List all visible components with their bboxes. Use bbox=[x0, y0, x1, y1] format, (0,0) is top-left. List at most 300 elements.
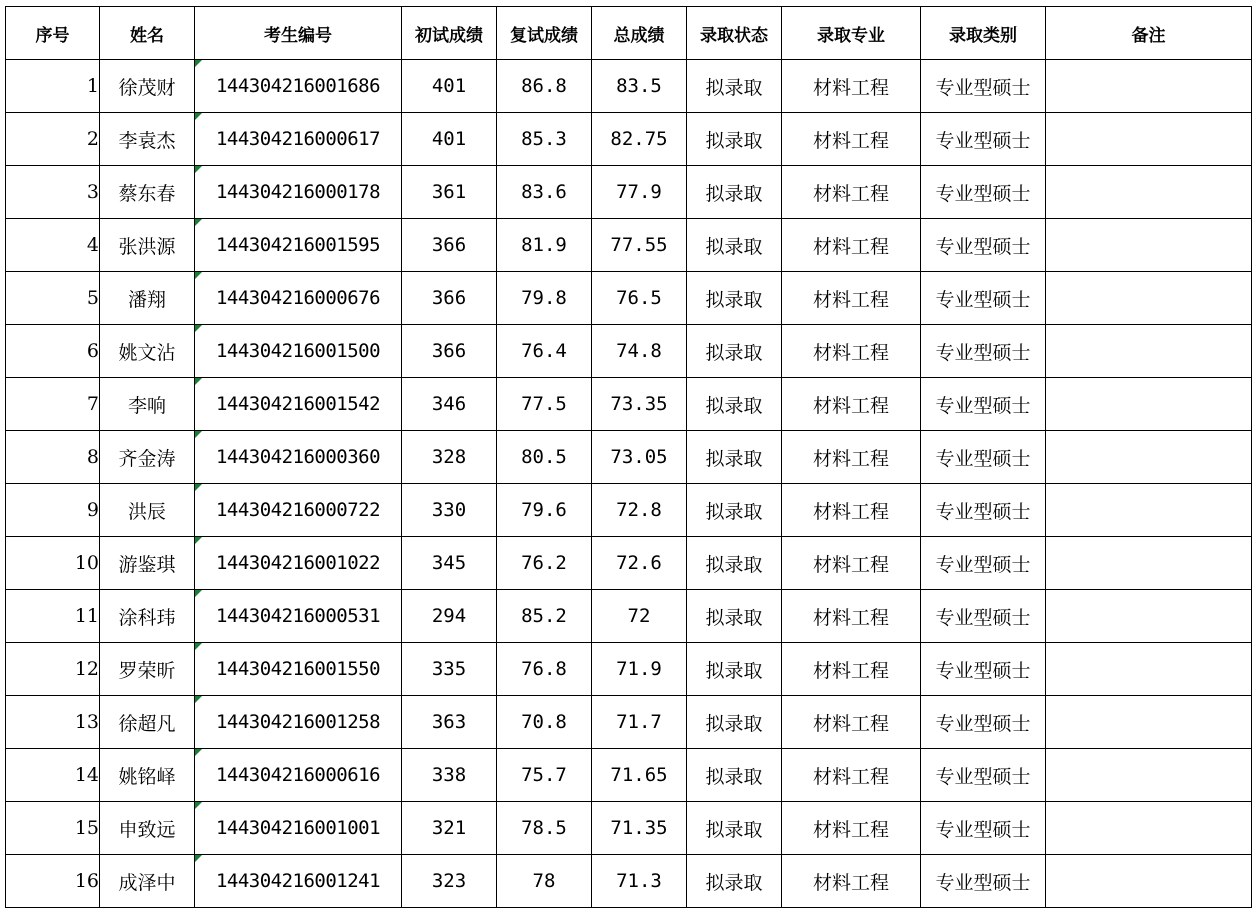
cell-total-score[interactable] bbox=[592, 590, 687, 643]
header-seq[interactable]: 序号 bbox=[6, 7, 100, 60]
header-row bbox=[6, 7, 1252, 60]
cell-category[interactable] bbox=[921, 272, 1046, 325]
cell-initial-score[interactable] bbox=[402, 484, 497, 537]
cell-status[interactable] bbox=[687, 113, 782, 166]
cell-major-value: 材料工程 bbox=[812, 818, 889, 841]
cell-name-value: 姚铭峄 bbox=[118, 765, 176, 788]
number-as-text-indicator-icon bbox=[195, 431, 202, 438]
cell-name[interactable] bbox=[100, 325, 195, 378]
cell-id[interactable] bbox=[195, 749, 402, 802]
cell-seq[interactable] bbox=[6, 590, 100, 643]
cell-initial-score[interactable] bbox=[402, 219, 497, 272]
number-as-text-indicator-icon bbox=[195, 590, 202, 597]
cell-id-value: 144304216001022 bbox=[215, 552, 381, 574]
number-as-text-indicator-icon bbox=[195, 113, 202, 120]
cell-note[interactable] bbox=[1046, 749, 1252, 802]
cell-id[interactable] bbox=[195, 166, 402, 219]
cell-initial-score[interactable] bbox=[402, 166, 497, 219]
cell-name[interactable] bbox=[100, 802, 195, 855]
header-id[interactable]: 考生编号 bbox=[195, 7, 402, 60]
cell-id[interactable] bbox=[195, 431, 402, 484]
cell-name-value: 徐超凡 bbox=[118, 712, 176, 735]
cell-major[interactable] bbox=[782, 643, 921, 696]
cell-initial-score[interactable] bbox=[402, 802, 497, 855]
cell-status-value: 拟录取 bbox=[705, 712, 763, 735]
cell-id[interactable] bbox=[195, 855, 402, 908]
cell-status-value: 拟录取 bbox=[705, 871, 763, 894]
cell-status-value: 拟录取 bbox=[705, 500, 763, 523]
cell-seq-value: 8 bbox=[86, 446, 99, 468]
cell-id-value: 144304216000722 bbox=[215, 499, 381, 521]
cell-total-score[interactable] bbox=[592, 643, 687, 696]
cell-total-score-value: 71.3 bbox=[616, 870, 662, 892]
cell-status-value: 拟录取 bbox=[705, 182, 763, 205]
cell-id-value: 144304216001686 bbox=[215, 75, 381, 97]
cell-initial-score[interactable] bbox=[402, 537, 497, 590]
cell-status[interactable] bbox=[687, 749, 782, 802]
cell-name[interactable] bbox=[100, 219, 195, 272]
cell-name-value: 姚文沾 bbox=[118, 341, 176, 364]
number-as-text-indicator-icon bbox=[195, 484, 202, 491]
cell-seq-value: 7 bbox=[86, 393, 99, 415]
cell-total-score-value: 73.05 bbox=[610, 446, 668, 468]
cell-initial-score[interactable] bbox=[402, 60, 497, 113]
cell-major-value: 材料工程 bbox=[812, 341, 889, 364]
cell-note[interactable] bbox=[1046, 325, 1252, 378]
cell-status-value: 拟录取 bbox=[705, 129, 763, 152]
number-as-text-indicator-icon bbox=[195, 802, 202, 809]
cell-initial-score-value: 366 bbox=[431, 234, 467, 256]
cell-total-score[interactable] bbox=[592, 166, 687, 219]
cell-major[interactable] bbox=[782, 590, 921, 643]
cell-status[interactable] bbox=[687, 431, 782, 484]
cell-status-value: 拟录取 bbox=[705, 447, 763, 470]
cell-initial-score[interactable] bbox=[402, 113, 497, 166]
cell-category-value: 专业型硕士 bbox=[935, 765, 1031, 788]
cell-id[interactable] bbox=[195, 60, 402, 113]
cell-id-value: 144304216000616 bbox=[215, 764, 381, 786]
cell-note[interactable] bbox=[1046, 431, 1252, 484]
cell-status[interactable] bbox=[687, 484, 782, 537]
cell-initial-score-value: 330 bbox=[431, 499, 467, 521]
cell-major[interactable] bbox=[782, 272, 921, 325]
cell-seq[interactable] bbox=[6, 484, 100, 537]
cell-name-value: 蔡东春 bbox=[118, 182, 176, 205]
cell-retest-score[interactable] bbox=[497, 431, 592, 484]
cell-initial-score-value: 366 bbox=[431, 287, 467, 309]
cell-retest-score-value: 79.8 bbox=[521, 287, 567, 309]
cell-initial-score[interactable] bbox=[402, 855, 497, 908]
header-status[interactable]: 录取状态 bbox=[687, 7, 782, 60]
table-row bbox=[6, 431, 1252, 484]
cell-name[interactable] bbox=[100, 749, 195, 802]
header-note[interactable]: 备注 bbox=[1046, 7, 1252, 60]
cell-initial-score[interactable] bbox=[402, 643, 497, 696]
cell-seq[interactable] bbox=[6, 643, 100, 696]
number-as-text-indicator-icon bbox=[195, 166, 202, 173]
cell-initial-score-value: 361 bbox=[431, 181, 467, 203]
table-row bbox=[6, 590, 1252, 643]
cell-retest-score-value: 86.8 bbox=[521, 75, 567, 97]
cell-seq-value: 15 bbox=[74, 817, 99, 839]
cell-category[interactable] bbox=[921, 749, 1046, 802]
number-as-text-indicator-icon bbox=[195, 855, 202, 862]
cell-name[interactable] bbox=[100, 60, 195, 113]
cell-initial-score[interactable] bbox=[402, 749, 497, 802]
cell-note[interactable] bbox=[1046, 378, 1252, 431]
cell-seq[interactable] bbox=[6, 166, 100, 219]
cell-retest-score[interactable] bbox=[497, 855, 592, 908]
cell-name[interactable] bbox=[100, 378, 195, 431]
cell-seq[interactable] bbox=[6, 219, 100, 272]
cell-major-value: 材料工程 bbox=[812, 447, 889, 470]
cell-initial-score-value: 401 bbox=[431, 128, 467, 150]
cell-id[interactable] bbox=[195, 484, 402, 537]
cell-total-score[interactable] bbox=[592, 219, 687, 272]
cell-id-value: 144304216001241 bbox=[215, 870, 381, 892]
table-row bbox=[6, 537, 1252, 590]
cell-seq-value: 13 bbox=[74, 711, 99, 733]
cell-category[interactable] bbox=[921, 325, 1046, 378]
number-as-text-indicator-icon bbox=[195, 749, 202, 756]
cell-total-score[interactable] bbox=[592, 749, 687, 802]
header-category[interactable]: 录取类别 bbox=[921, 7, 1046, 60]
cell-major-value: 材料工程 bbox=[812, 182, 889, 205]
cell-retest-score[interactable] bbox=[497, 219, 592, 272]
cell-retest-score-value: 70.8 bbox=[521, 711, 567, 733]
cell-status[interactable] bbox=[687, 219, 782, 272]
cell-category[interactable] bbox=[921, 590, 1046, 643]
number-as-text-indicator-icon bbox=[195, 378, 202, 385]
cell-category[interactable] bbox=[921, 484, 1046, 537]
cell-note[interactable] bbox=[1046, 537, 1252, 590]
cell-retest-score[interactable] bbox=[497, 325, 592, 378]
cell-total-score[interactable] bbox=[592, 855, 687, 908]
cell-id-value: 144304216001258 bbox=[215, 711, 381, 733]
cell-status[interactable] bbox=[687, 60, 782, 113]
cell-category[interactable] bbox=[921, 60, 1046, 113]
cell-seq[interactable] bbox=[6, 537, 100, 590]
cell-status[interactable] bbox=[687, 272, 782, 325]
cell-seq[interactable] bbox=[6, 431, 100, 484]
cell-major[interactable] bbox=[782, 855, 921, 908]
cell-seq[interactable] bbox=[6, 113, 100, 166]
number-as-text-indicator-icon bbox=[195, 272, 202, 279]
cell-category[interactable] bbox=[921, 855, 1046, 908]
cell-name-value: 游鉴琪 bbox=[118, 553, 176, 576]
cell-name[interactable] bbox=[100, 537, 195, 590]
cell-seq[interactable] bbox=[6, 378, 100, 431]
cell-id[interactable] bbox=[195, 272, 402, 325]
cell-id[interactable] bbox=[195, 643, 402, 696]
cell-retest-score[interactable] bbox=[497, 272, 592, 325]
cell-initial-score[interactable] bbox=[402, 272, 497, 325]
cell-category-value: 专业型硕士 bbox=[935, 288, 1031, 311]
cell-category[interactable] bbox=[921, 696, 1046, 749]
cell-status[interactable] bbox=[687, 696, 782, 749]
cell-category[interactable] bbox=[921, 643, 1046, 696]
cell-status[interactable] bbox=[687, 166, 782, 219]
table-row bbox=[6, 855, 1252, 908]
cell-total-score-value: 83.5 bbox=[616, 75, 662, 97]
cell-note[interactable] bbox=[1046, 113, 1252, 166]
cell-retest-score-value: 75.7 bbox=[521, 764, 567, 786]
cell-name-value: 洪辰 bbox=[127, 500, 166, 523]
cell-major[interactable] bbox=[782, 378, 921, 431]
cell-retest-score-value: 76.4 bbox=[521, 340, 567, 362]
table-row bbox=[6, 378, 1252, 431]
number-as-text-indicator-icon bbox=[195, 60, 202, 67]
cell-category-value: 专业型硕士 bbox=[935, 341, 1031, 364]
cell-note[interactable] bbox=[1046, 60, 1252, 113]
cell-status-value: 拟录取 bbox=[705, 765, 763, 788]
number-as-text-indicator-icon bbox=[195, 537, 202, 544]
cell-major[interactable] bbox=[782, 325, 921, 378]
cell-name[interactable] bbox=[100, 696, 195, 749]
cell-major[interactable] bbox=[782, 537, 921, 590]
cell-major[interactable] bbox=[782, 484, 921, 537]
cell-major[interactable] bbox=[782, 60, 921, 113]
cell-note[interactable] bbox=[1046, 272, 1252, 325]
cell-status-value: 拟录取 bbox=[705, 288, 763, 311]
cell-status-value: 拟录取 bbox=[705, 341, 763, 364]
cell-name[interactable] bbox=[100, 431, 195, 484]
cell-category[interactable] bbox=[921, 431, 1046, 484]
cell-category[interactable] bbox=[921, 378, 1046, 431]
cell-initial-score-value: 328 bbox=[431, 446, 467, 468]
cell-seq[interactable] bbox=[6, 802, 100, 855]
cell-major[interactable] bbox=[782, 431, 921, 484]
cell-retest-score[interactable] bbox=[497, 166, 592, 219]
cell-retest-score-value: 78 bbox=[532, 870, 556, 892]
cell-seq-value: 2 bbox=[86, 128, 99, 150]
cell-initial-score-value: 335 bbox=[431, 658, 467, 680]
cell-retest-score-value: 80.5 bbox=[521, 446, 567, 468]
cell-status-value: 拟录取 bbox=[705, 76, 763, 99]
cell-major[interactable] bbox=[782, 749, 921, 802]
cell-status[interactable] bbox=[687, 643, 782, 696]
cell-major[interactable] bbox=[782, 696, 921, 749]
table-row bbox=[6, 60, 1252, 113]
cell-id-value: 144304216001550 bbox=[215, 658, 381, 680]
table-row bbox=[6, 749, 1252, 802]
cell-status-value: 拟录取 bbox=[705, 394, 763, 417]
cell-seq-value: 1 bbox=[86, 75, 99, 97]
cell-name[interactable] bbox=[100, 166, 195, 219]
cell-retest-score-value: 77.5 bbox=[521, 393, 567, 415]
cell-retest-score-value: 83.6 bbox=[521, 181, 567, 203]
cell-category-value: 专业型硕士 bbox=[935, 871, 1031, 894]
cell-name-value: 罗荣昕 bbox=[118, 659, 176, 682]
admission-table bbox=[5, 6, 1252, 908]
cell-total-score-value: 72.8 bbox=[616, 499, 662, 521]
cell-status[interactable] bbox=[687, 855, 782, 908]
cell-total-score[interactable] bbox=[592, 272, 687, 325]
cell-major-value: 材料工程 bbox=[812, 76, 889, 99]
cell-note[interactable] bbox=[1046, 855, 1252, 908]
cell-total-score-value: 76.5 bbox=[616, 287, 662, 309]
cell-major-value: 材料工程 bbox=[812, 659, 889, 682]
cell-name-value: 张洪源 bbox=[118, 235, 176, 258]
cell-seq-value: 16 bbox=[74, 870, 99, 892]
cell-initial-score-value: 346 bbox=[431, 393, 467, 415]
cell-seq[interactable] bbox=[6, 855, 100, 908]
header-name[interactable]: 姓名 bbox=[100, 7, 195, 60]
cell-retest-score[interactable] bbox=[497, 378, 592, 431]
cell-seq-value: 12 bbox=[74, 658, 99, 680]
cell-name[interactable] bbox=[100, 272, 195, 325]
cell-total-score-value: 77.9 bbox=[616, 181, 662, 203]
cell-total-score[interactable] bbox=[592, 537, 687, 590]
cell-total-score[interactable] bbox=[592, 484, 687, 537]
cell-initial-score-value: 323 bbox=[431, 870, 467, 892]
cell-note[interactable] bbox=[1046, 219, 1252, 272]
cell-category-value: 专业型硕士 bbox=[935, 659, 1031, 682]
cell-category-value: 专业型硕士 bbox=[935, 182, 1031, 205]
cell-retest-score-value: 81.9 bbox=[521, 234, 567, 256]
cell-name-value: 李响 bbox=[127, 394, 166, 417]
header-retest-score[interactable]: 复试成绩 bbox=[497, 7, 592, 60]
cell-retest-score[interactable] bbox=[497, 484, 592, 537]
cell-seq[interactable] bbox=[6, 60, 100, 113]
cell-total-score-value: 71.35 bbox=[610, 817, 668, 839]
cell-category[interactable] bbox=[921, 219, 1046, 272]
cell-status[interactable] bbox=[687, 378, 782, 431]
cell-status[interactable] bbox=[687, 802, 782, 855]
cell-major-value: 材料工程 bbox=[812, 500, 889, 523]
cell-note[interactable] bbox=[1046, 166, 1252, 219]
cell-major[interactable] bbox=[782, 802, 921, 855]
cell-retest-score[interactable] bbox=[497, 749, 592, 802]
cell-total-score[interactable] bbox=[592, 431, 687, 484]
cell-status[interactable] bbox=[687, 590, 782, 643]
cell-seq-value: 14 bbox=[74, 764, 99, 786]
cell-retest-score[interactable] bbox=[497, 537, 592, 590]
cell-status-value: 拟录取 bbox=[705, 235, 763, 258]
cell-initial-score[interactable] bbox=[402, 378, 497, 431]
cell-status-value: 拟录取 bbox=[705, 553, 763, 576]
cell-retest-score[interactable] bbox=[497, 590, 592, 643]
cell-status[interactable] bbox=[687, 537, 782, 590]
cell-total-score-value: 71.9 bbox=[616, 658, 662, 680]
cell-total-score[interactable] bbox=[592, 378, 687, 431]
cell-initial-score-value: 345 bbox=[431, 552, 467, 574]
cell-retest-score[interactable] bbox=[497, 696, 592, 749]
table-row bbox=[6, 272, 1252, 325]
cell-total-score[interactable] bbox=[592, 802, 687, 855]
cell-initial-score-value: 338 bbox=[431, 764, 467, 786]
cell-initial-score[interactable] bbox=[402, 696, 497, 749]
cell-total-score-value: 73.35 bbox=[610, 393, 668, 415]
cell-id-value: 144304216000178 bbox=[215, 181, 381, 203]
cell-name-value: 申致远 bbox=[118, 818, 176, 841]
cell-initial-score-value: 401 bbox=[431, 75, 467, 97]
cell-id-value: 144304216000360 bbox=[215, 446, 381, 468]
cell-total-score[interactable] bbox=[592, 696, 687, 749]
cell-initial-score-value: 321 bbox=[431, 817, 467, 839]
cell-category[interactable] bbox=[921, 537, 1046, 590]
cell-seq[interactable] bbox=[6, 749, 100, 802]
cell-status-value: 拟录取 bbox=[705, 659, 763, 682]
cell-name[interactable] bbox=[100, 484, 195, 537]
cell-category-value: 专业型硕士 bbox=[935, 606, 1031, 629]
cell-initial-score[interactable] bbox=[402, 431, 497, 484]
cell-id[interactable] bbox=[195, 696, 402, 749]
cell-retest-score[interactable] bbox=[497, 113, 592, 166]
cell-name-value: 潘翔 bbox=[127, 288, 166, 311]
cell-major-value: 材料工程 bbox=[812, 765, 889, 788]
cell-category-value: 专业型硕士 bbox=[935, 712, 1031, 735]
number-as-text-indicator-icon bbox=[195, 696, 202, 703]
cell-retest-score[interactable] bbox=[497, 802, 592, 855]
cell-total-score[interactable] bbox=[592, 325, 687, 378]
cell-id[interactable] bbox=[195, 219, 402, 272]
cell-name[interactable] bbox=[100, 113, 195, 166]
cell-seq[interactable] bbox=[6, 325, 100, 378]
cell-id[interactable] bbox=[195, 113, 402, 166]
header-initial-score[interactable]: 初试成绩 bbox=[402, 7, 497, 60]
cell-note[interactable] bbox=[1046, 643, 1252, 696]
cell-id-value: 144304216000617 bbox=[215, 128, 381, 150]
cell-total-score-value: 71.65 bbox=[610, 764, 668, 786]
cell-id[interactable] bbox=[195, 802, 402, 855]
cell-category[interactable] bbox=[921, 113, 1046, 166]
cell-id[interactable] bbox=[195, 378, 402, 431]
cell-id[interactable] bbox=[195, 590, 402, 643]
cell-initial-score[interactable] bbox=[402, 325, 497, 378]
cell-category-value: 专业型硕士 bbox=[935, 500, 1031, 523]
cell-note[interactable] bbox=[1046, 590, 1252, 643]
cell-category-value: 专业型硕士 bbox=[935, 447, 1031, 470]
cell-total-score[interactable] bbox=[592, 113, 687, 166]
cell-retest-score[interactable] bbox=[497, 643, 592, 696]
cell-retest-score[interactable] bbox=[497, 60, 592, 113]
cell-major[interactable] bbox=[782, 113, 921, 166]
cell-name-value: 徐茂财 bbox=[118, 76, 176, 99]
cell-total-score[interactable] bbox=[592, 60, 687, 113]
cell-major-value: 材料工程 bbox=[812, 553, 889, 576]
cell-seq[interactable] bbox=[6, 696, 100, 749]
cell-category-value: 专业型硕士 bbox=[935, 76, 1031, 99]
cell-seq-value: 3 bbox=[86, 181, 99, 203]
cell-major-value: 材料工程 bbox=[812, 129, 889, 152]
cell-status[interactable] bbox=[687, 325, 782, 378]
cell-note[interactable] bbox=[1046, 484, 1252, 537]
header-major[interactable]: 录取专业 bbox=[782, 7, 921, 60]
number-as-text-indicator-icon bbox=[195, 643, 202, 650]
cell-name[interactable] bbox=[100, 855, 195, 908]
cell-initial-score-value: 363 bbox=[431, 711, 467, 733]
cell-id-value: 144304216000676 bbox=[215, 287, 381, 309]
cell-name-value: 李袁杰 bbox=[118, 129, 176, 152]
cell-initial-score[interactable] bbox=[402, 590, 497, 643]
cell-retest-score-value: 79.6 bbox=[521, 499, 567, 521]
cell-major[interactable] bbox=[782, 219, 921, 272]
cell-total-score-value: 82.75 bbox=[610, 128, 668, 150]
header-total-score[interactable]: 总成绩 bbox=[592, 7, 687, 60]
cell-category[interactable] bbox=[921, 166, 1046, 219]
cell-id[interactable] bbox=[195, 325, 402, 378]
cell-note[interactable] bbox=[1046, 696, 1252, 749]
cell-id[interactable] bbox=[195, 537, 402, 590]
cell-note[interactable] bbox=[1046, 802, 1252, 855]
cell-major[interactable] bbox=[782, 166, 921, 219]
cell-category[interactable] bbox=[921, 802, 1046, 855]
cell-major-value: 材料工程 bbox=[812, 871, 889, 894]
cell-name[interactable] bbox=[100, 643, 195, 696]
cell-seq[interactable] bbox=[6, 272, 100, 325]
cell-name[interactable] bbox=[100, 590, 195, 643]
